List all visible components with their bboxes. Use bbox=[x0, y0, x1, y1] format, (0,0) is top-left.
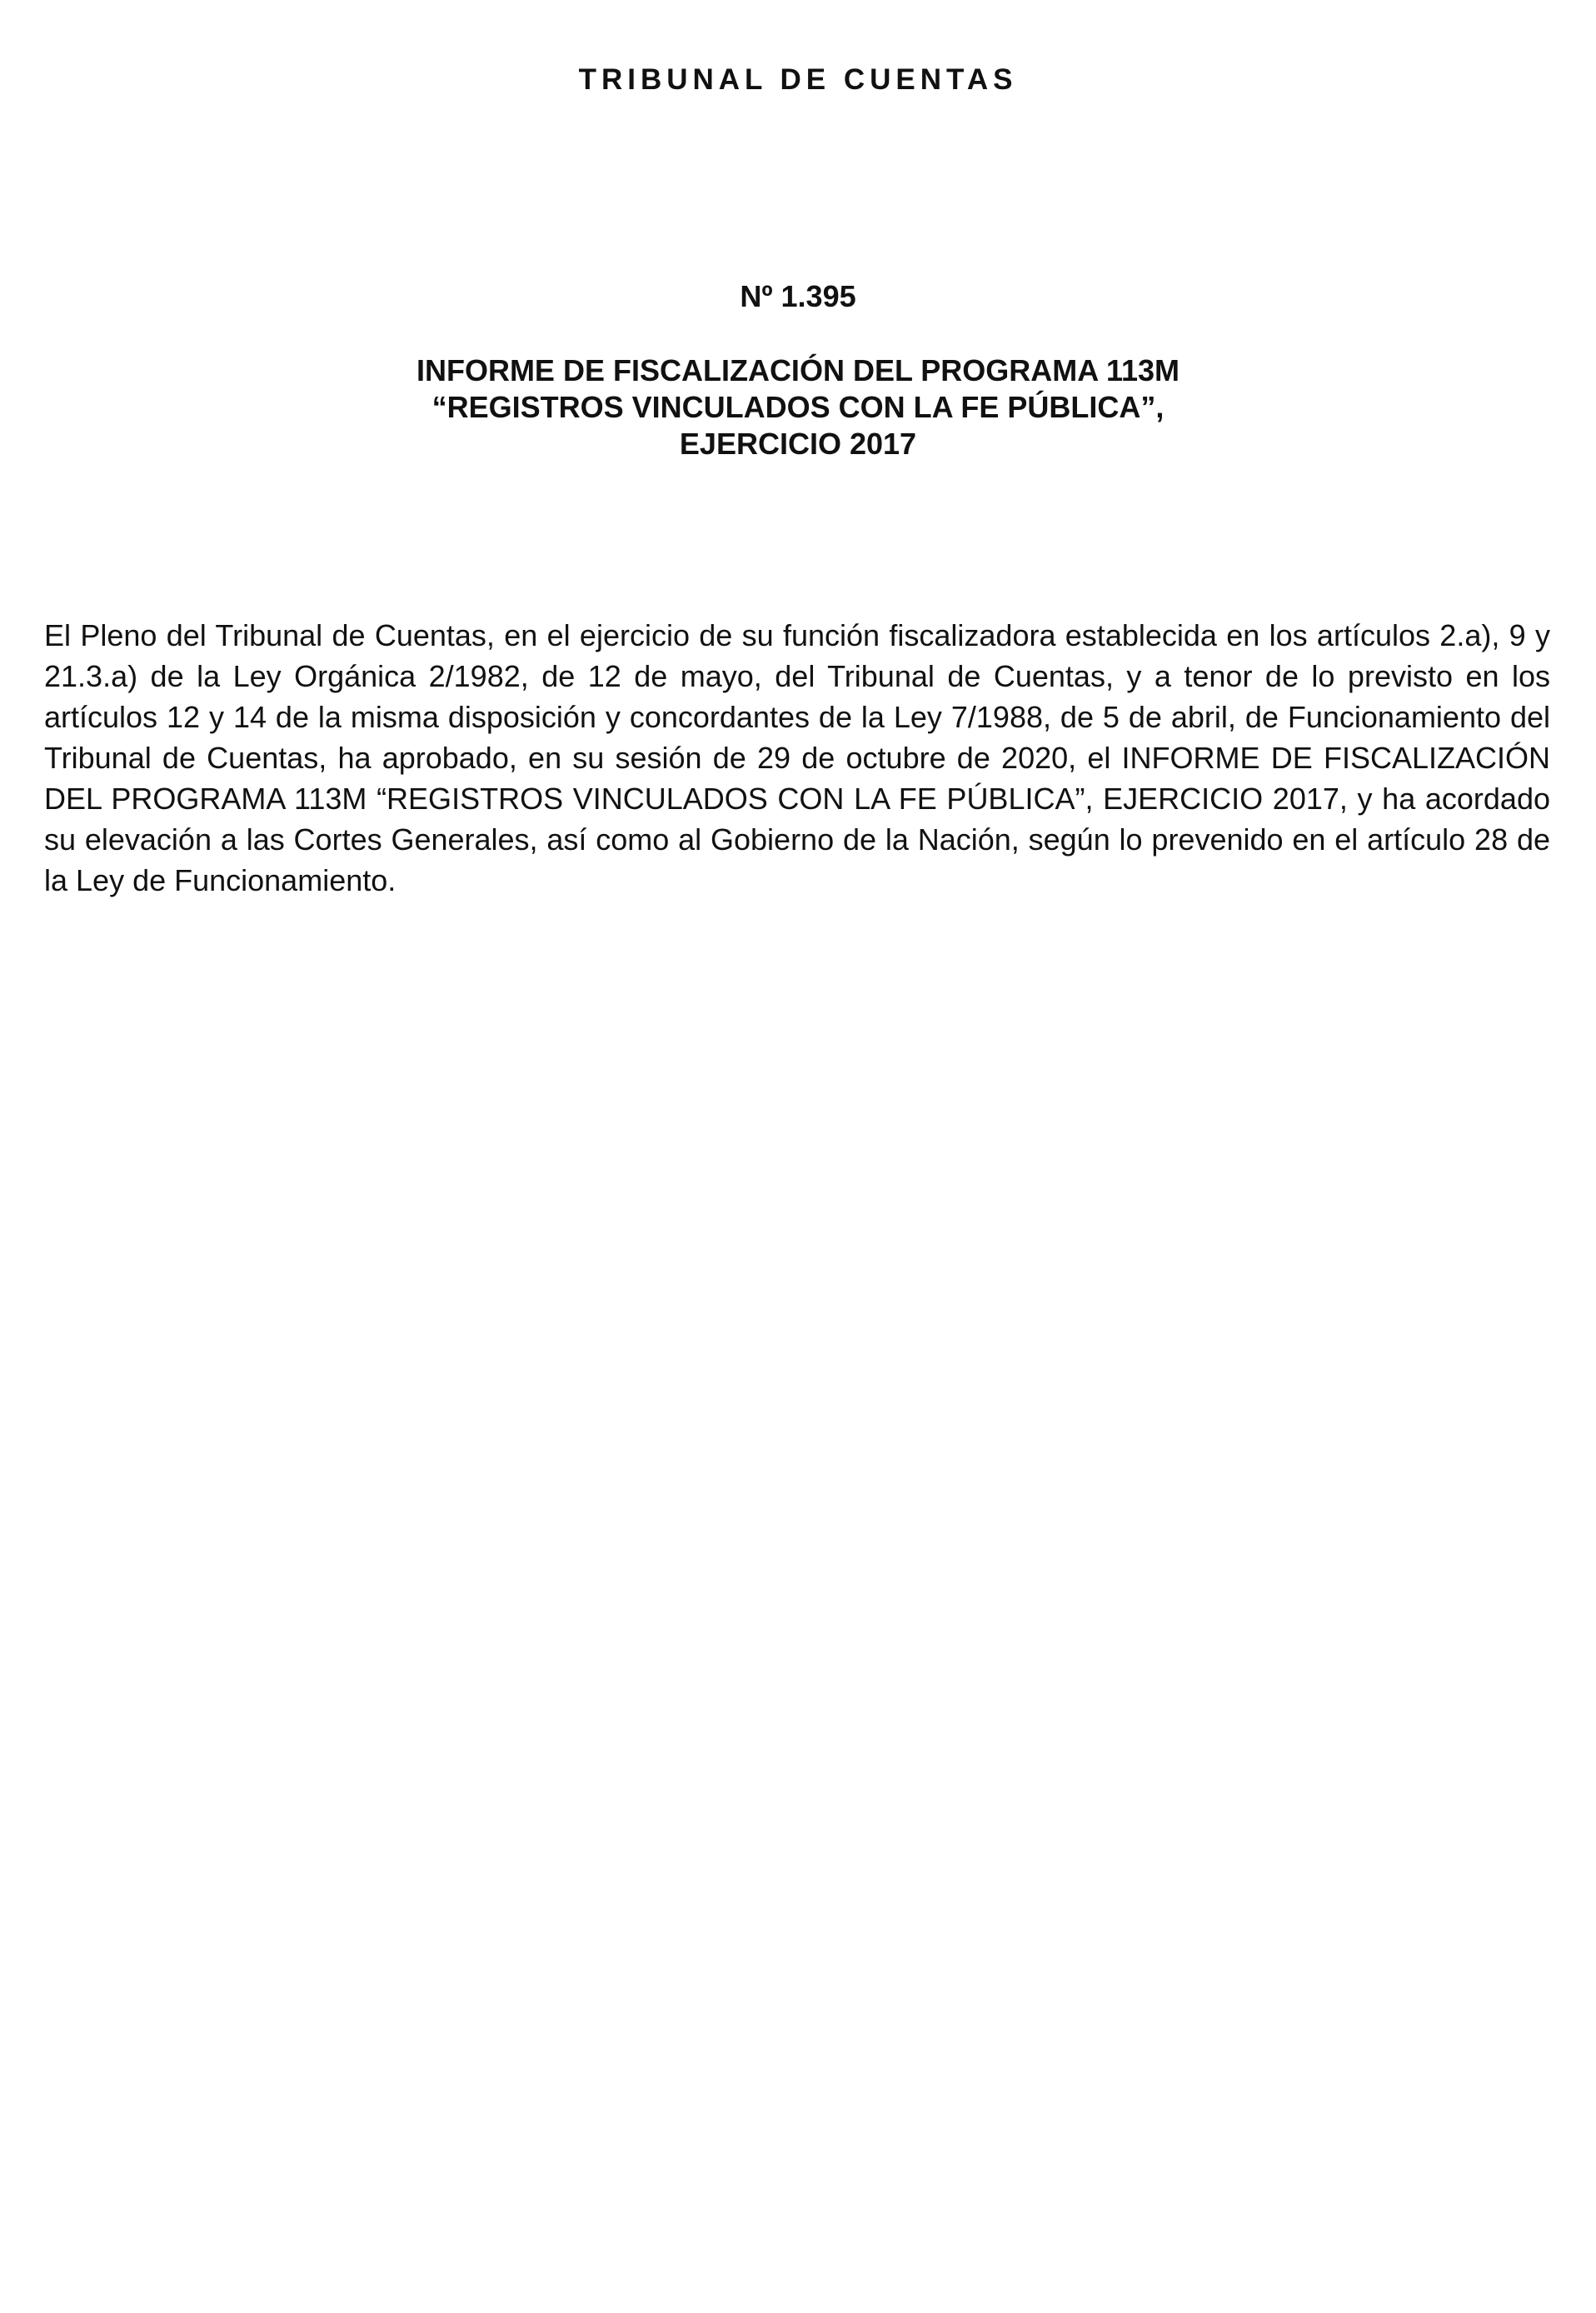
institution-header: TRIBUNAL DE CUENTAS bbox=[578, 63, 1018, 96]
report-title bbox=[0, 352, 1596, 462]
approval-paragraph: El Pleno del Tribunal de Cuentas, en el ejercicio de su función fiscalizadora establecida en los artículos 2.a), 9 y 21.3.a) de la Ley Orgánica 2/1982, de 12 de mayo, del Tribunal de Cuentas, y a tenor de lo previsto en los artículos 12 y 14 de la misma disposición y concordantes de la Ley 7/1988, de 5 de abril, de Funcionamiento del Tribunal de Cuentas, ha aprobado, en su sesión de 29 de octubre de 2020, el INFORME DE FISCALIZACIÓN DEL PROGRAMA 113M “REGISTROS VINCULADOS CON LA FE PÚBLICA”, EJERCICIO 2017, y ha acordado su elevación a las Cortes Generales, así como al Gobierno de la Nación, según lo prevenido en el artículo 28 de la Ley de Funcionamiento. bbox=[44, 618, 1550, 897]
report-title-line-2: “REGISTROS VINCULADOS CON LA FE PÚBLICA”, bbox=[431, 390, 1165, 424]
report-number: Nº 1.395 bbox=[740, 279, 856, 313]
report-title-line-1: INFORME DE FISCALIZACIÓN DEL PROGRAMA 113M bbox=[416, 353, 1180, 387]
report-title-line-3: EJERCICIO 2017 bbox=[679, 427, 917, 461]
